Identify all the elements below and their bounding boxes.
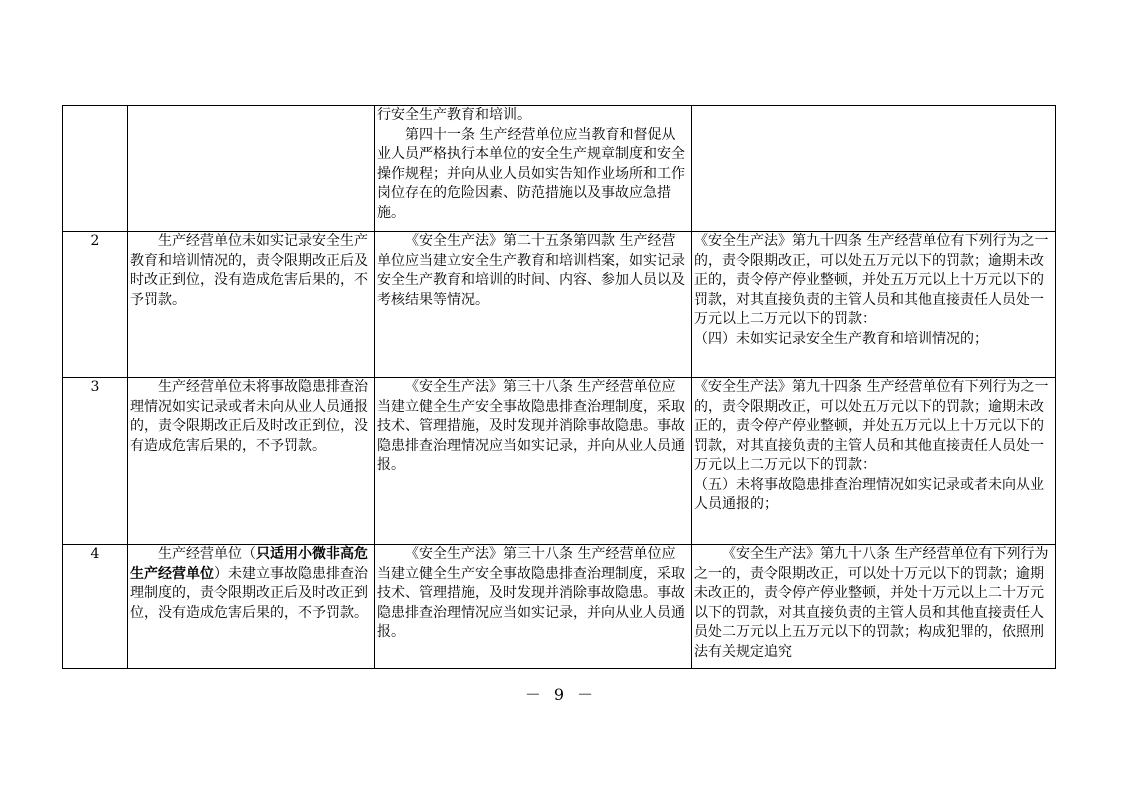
- situation-cell: [128, 378, 375, 545]
- table-row: [63, 232, 1056, 378]
- penalty-cell: [692, 545, 1056, 669]
- row-number-cell: 4: [63, 545, 128, 669]
- page-number: － 9 －: [524, 685, 598, 704]
- basis-cell: [375, 545, 692, 669]
- row-number-cell: 3: [63, 378, 128, 545]
- basis-paragraph: 《安全生产法》第二十五条第四款 生产经营单位应当建立安全生产教育和培训档案，如实记录安全生产教育和培训的时间、内容、参加人员以及考核结果等情况。: [377, 233, 685, 308]
- regulation-table: [62, 105, 1056, 669]
- row-number-cell: 2: [63, 232, 128, 378]
- row-number-cell: [63, 106, 128, 232]
- situation-text-pre: 生产经营单位（: [158, 546, 256, 562]
- basis-cell: [375, 378, 692, 545]
- situation-cell: [128, 232, 375, 378]
- situation-text: [130, 545, 372, 623]
- table-row: [63, 378, 1056, 545]
- basis-paragraph: 第四十一条 生产经营单位应当教育和督促从业人员严格执行本单位的安全生产规章制度和安全操作规程；并向从业人员如实告知作业场所和工作岗位存在的危险因素、防范措施以及事故应急措施。: [377, 126, 685, 221]
- basis-paragraph: 《安全生产法》第三十八条 生产经营单位应当建立健全生产安全事故隐患排查治理制度，采取技术、管理措施，及时发现并消除事故隐患。事故隐患排查治理情况应当如实记录，并向从业人员通报。: [377, 546, 685, 640]
- penalty-cell: [692, 378, 1056, 545]
- table-row: [63, 545, 1056, 669]
- basis-paragraph: 行安全生产教育和培训。: [377, 107, 531, 123]
- situation-cell: [128, 106, 375, 232]
- penalty-paragraph: 《安全生产法》第九十八条 生产经营单位有下列行为之一的，责令限期改正，可以处十万元以下的罚款；逾期未改正的，责令停产停业整顿，并处十万元以上二十万元以下的罚款，对其直接负责的主管人员和其他直接责任人员处二万元以上五万元以下的罚款；构成犯罪的，依照刑法有关规定追究: [694, 546, 1049, 660]
- penalty-paragraph: 《安全生产法》第九十四条 生产经营单位有下列行为之一的，责令限期改正，可以处五万元以下的罚款；逾期未改正的，责令停产停业整顿，并处五万元以上十万元以下的罚款，对其直接负责的主管人员和其他直接责任人员处一万元以上二万元以下的罚款：: [694, 379, 1049, 473]
- situation-cell: [128, 545, 375, 669]
- situation-text-bold: 只适用小微非高危生产经营单位: [130, 546, 368, 582]
- penalty-cell: [692, 106, 1056, 232]
- basis-cell: [375, 232, 692, 378]
- situation-text: 生产经营单位未如实记录安全生产教育和培训情况的，责令限期改正后及时改正到位，没有造成危害后果的，不予罚款。: [130, 233, 368, 308]
- table-row: [63, 106, 1056, 232]
- penalty-item: （四）未如实记录安全生产教育和培训情况的；: [694, 330, 988, 347]
- penalty-item: （五）未将事故隐患排查治理情况如实记录或者未向从业人员通报的；: [694, 476, 1044, 512]
- basis-cell: [375, 106, 692, 232]
- basis-paragraph: 《安全生产法》第三十八条 生产经营单位应当建立健全生产安全事故隐患排查治理制度，采取技术、管理措施，及时发现并消除事故隐患。事故隐患排查治理情况应当如实记录，并向从业人员通报。: [377, 379, 685, 473]
- situation-text: 生产经营单位未将事故隐患排查治理情况如实记录或者未向从业人员通报的，责令限期改正后及时改正到位，没有造成危害后果的，不予罚款。: [130, 379, 368, 454]
- penalty-cell: [692, 232, 1056, 378]
- situation-text-post: ）未建立事故隐患排查治理制度的，责令限期改正后及时改正到位，没有造成危害后果的，不予罚款。: [130, 565, 368, 621]
- penalty-paragraph: 《安全生产法》第九十四条 生产经营单位有下列行为之一的，责令限期改正，可以处五万元以下的罚款；逾期未改正的，责令停产停业整顿，并处五万元以上十万元以下的罚款，对其直接负责的主管人员和其他直接责任人员处一万元以上二万元以下的罚款：: [694, 233, 1049, 327]
